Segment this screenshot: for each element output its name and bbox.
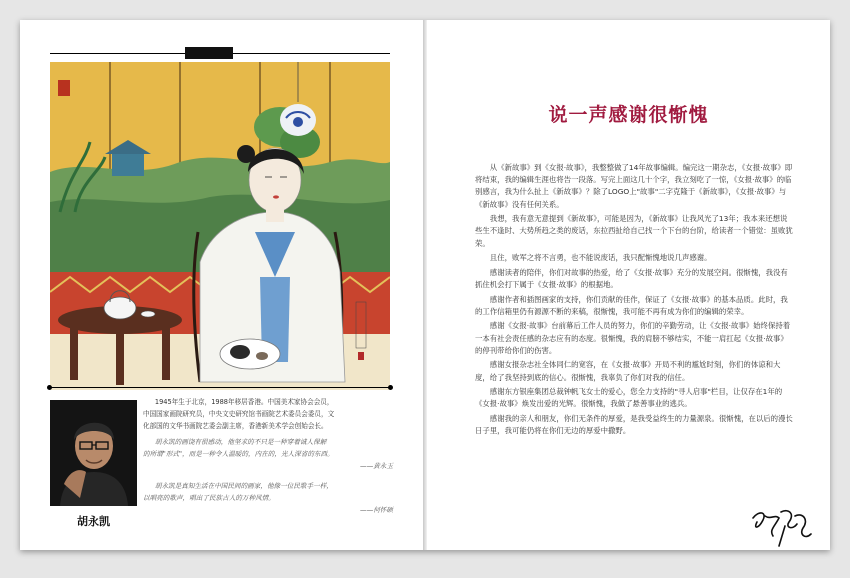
paragraph: 感谢女报杂志社全体同仁的宽容，在《女报·故事》开局不利的尴尬时刻，你们的体谅和大度，给了我坚持到底的信心。很惭愧，我辜负了你们对我的信任。 bbox=[475, 360, 781, 382]
rule-dot-left bbox=[47, 385, 52, 390]
paragraph: 感谢作者和插图画家的支持，你们贡献的佳作，保证了《女报·故事》的基本品质。此时，我的工作信箱里仍有源源不断的来稿，很惭愧，我可能不再有成为你们的编辑的荣幸。 bbox=[475, 294, 788, 316]
paragraph: 且住，败军之将不言勇，也不能说废话，我只配惭愧地说几声感谢。 bbox=[489, 253, 712, 263]
article-title: 说一声感谢很惭愧 bbox=[548, 104, 709, 126]
article-body bbox=[475, 162, 793, 440]
top-tab bbox=[185, 47, 233, 59]
artist-portrait-icon bbox=[50, 400, 137, 506]
artist-name: 胡永凯 bbox=[77, 515, 110, 528]
painting-woman-at-screen-icon bbox=[50, 62, 390, 390]
quote-line: 胡永凯是真知生活在中国民间的画家，他像一位民歌手一样， bbox=[154, 482, 333, 490]
quote-block bbox=[143, 480, 393, 516]
paragraph: 从《新故事》到《女报·故事》，我整整做了14年故事编辑。编完这一期杂志，《女报·故事》即将结束，我的编辑生涯也将告一段落。写完上面这几十个字，我立刻吃了一惊，《女报·故事》的临别感言，我为什么扯上《新故事》？除了LOGO上"故事"二字克隆于《新故事》，《女报·故事》与《新故事》没有任何关系。 bbox=[475, 163, 793, 209]
middle-rule bbox=[50, 387, 390, 388]
paragraph: 感谢东方银座集团总裁钟帆飞女士的爱心，您全力支持的"寻人启事"栏目，让仅存在1年的《女报·故事》焕发出爱的光辉。很惭愧，我做了悬善事业的逃兵。 bbox=[475, 387, 783, 409]
quote-block bbox=[143, 436, 393, 472]
left-page bbox=[20, 20, 423, 550]
quote-line: 以唱亮的歌声，唱出了民族古人的万种风情。 bbox=[143, 494, 275, 502]
bio-line: 化部国的文华书画院艺委会副主席，香港新美术学会创始会长。 bbox=[143, 422, 328, 430]
quote-source: ——黄永玉 bbox=[360, 462, 393, 470]
bio-line: 1945年生于北京，1988年移居香港。中国美术家协会会员， bbox=[154, 398, 334, 406]
paragraph: 感谢我的亲人和朋友，你们无条件的厚爱，是我受益终生的力量源泉。很惭愧，在以后的漫长日子里，我可能仍将在你们无边的厚爱中撒野。 bbox=[475, 413, 793, 436]
magazine-spread bbox=[20, 20, 830, 550]
artist-bio bbox=[143, 396, 393, 432]
rule-dot-right bbox=[388, 385, 393, 390]
handwritten-signature-icon bbox=[745, 500, 825, 550]
bio-line: 中国国家画院研究员，中央文史研究馆书画院艺术委员会委员，文 bbox=[143, 410, 335, 418]
right-page bbox=[427, 20, 830, 550]
paragraph: 我想，我有意无意提到《新故事》，可能是因为，《新故事》让我风光了13年；我本来还想说些生不逢时、大势所趋之类的废话，东拉西扯给自己找一个下台的台阶，给读者一个错觉：虽败犹荣。 bbox=[475, 214, 793, 248]
paragraph: 感谢《女报·故事》台前幕后工作人员的努力，你们的辛勤劳动，让《女报·故事》始终保持着一本有社会责任感的杂志应有的态度。很惭愧，我的肩膀不够结实，不能一肩扛起《女报·故事》的停刊带给你们的伤害。 bbox=[475, 321, 791, 355]
quote-line: 胡永凯的画饶有很感动，他坚求的不只是一种穿着诚人保解 bbox=[154, 438, 327, 446]
quote-line: 的所谓"形式"，而是一种令人温暖的，内在的，光人深省的东西。 bbox=[143, 450, 334, 458]
paragraph: 感谢读者的陪伴，你们对故事的热爱，给了《女报·故事》充分的发展空间。很惭愧，我没有抓住机会打下属于《女报·故事》的根据地。 bbox=[475, 267, 788, 289]
quote-source: ——何怀硕 bbox=[360, 506, 393, 514]
